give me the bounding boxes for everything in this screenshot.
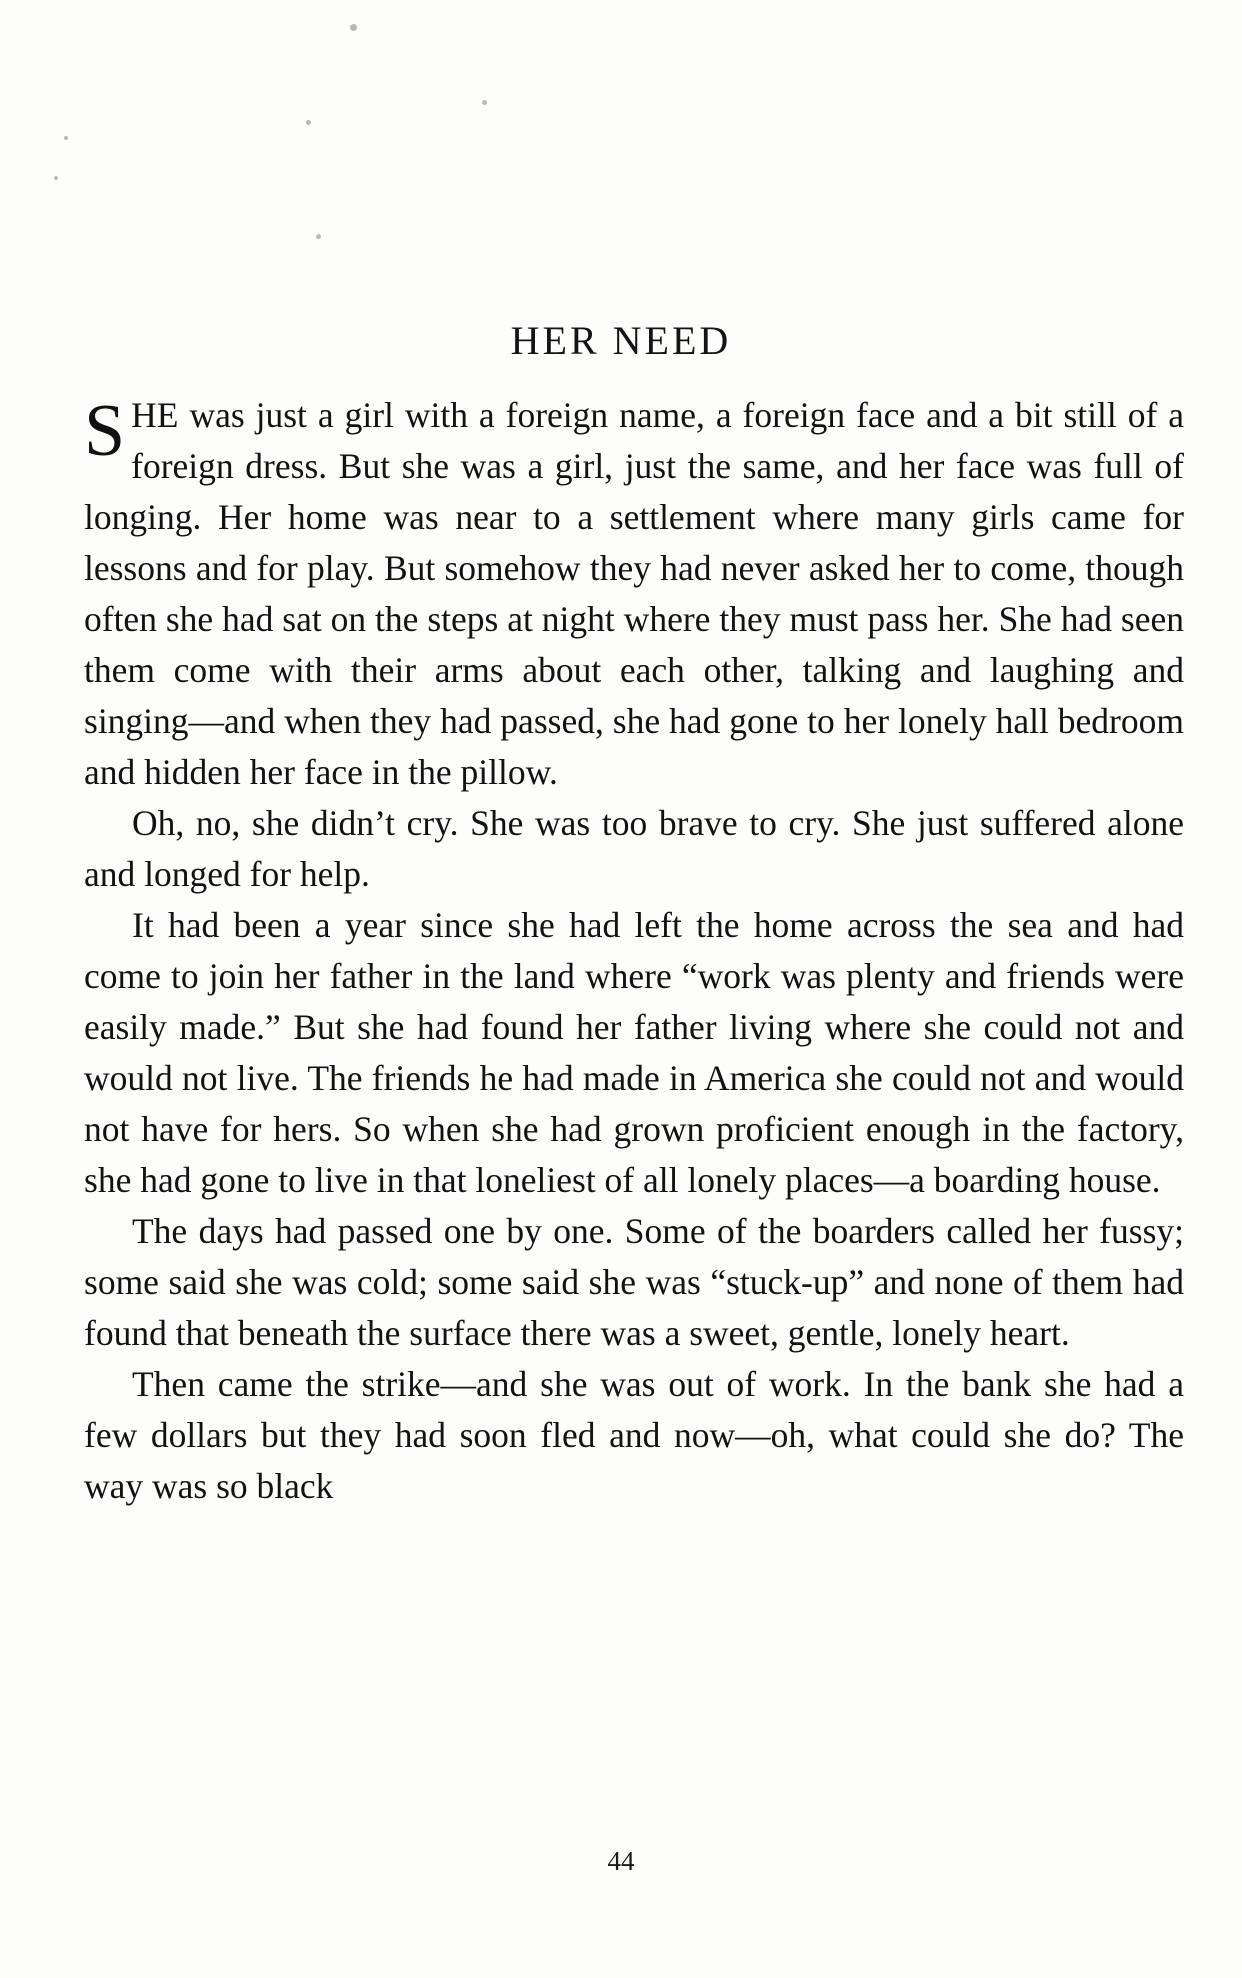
scan-speck xyxy=(54,176,58,180)
paragraph-1 xyxy=(84,390,1184,798)
paragraph-2 xyxy=(84,798,1184,900)
paragraph-text: Then came the strike—and she was out of work. In the bank she had a few dollars but they had soon fled and now—oh, what could she do? The way was so black xyxy=(84,1364,1184,1506)
scan-speck xyxy=(64,136,68,140)
page-number: 44 xyxy=(607,1846,635,1876)
body-text xyxy=(84,390,1184,1512)
scan-speck xyxy=(482,100,487,105)
paragraph-text: The days had passed one by one. Some of the boarders called her fussy; some said she was cold; some said she was “stuck-up” and none of them had found that beneath the surface there was a sweet, gentle, lonely heart. xyxy=(84,1211,1184,1353)
drop-cap: S xyxy=(84,390,126,472)
paragraph-text: It had been a year since she had left the home across the sea and had come to join her father in the land where “work was plenty and friends were easily made.” But she had found her father living where she could not and would not live. The friends he had made in America she could not and would not have for hers. So when she had grown proficient enough in the factory, she had gone to live in that loneliest of all lonely places—a boarding house. xyxy=(84,905,1184,1200)
paragraph-text: HE was just a girl with a foreign name, a foreign face and a bit still of a foreign dress. But she was a girl, just the same, and her face was full of longing. Her home was near to a settlement where many girls came for lessons and for play. But somehow they had never asked her to come, though often she had sat on the steps at night where they must pass her. She had seen them come with their arms about each other, talking and laughing and singing—and when they had passed, she had gone to her lonely hall bedroom and hidden her face in the pillow. xyxy=(84,395,1184,792)
paragraph-5 xyxy=(84,1359,1184,1512)
paragraph-3 xyxy=(84,900,1184,1206)
page-title: HER NEED xyxy=(510,317,732,363)
paragraph-text: Oh, no, she didn’t cry. She was too brave to cry. She just suffered alone and longed for help. xyxy=(84,803,1184,894)
paragraph-4 xyxy=(84,1206,1184,1359)
scan-speck xyxy=(316,234,321,239)
scan-speck xyxy=(306,120,311,125)
scan-speck xyxy=(350,24,357,31)
